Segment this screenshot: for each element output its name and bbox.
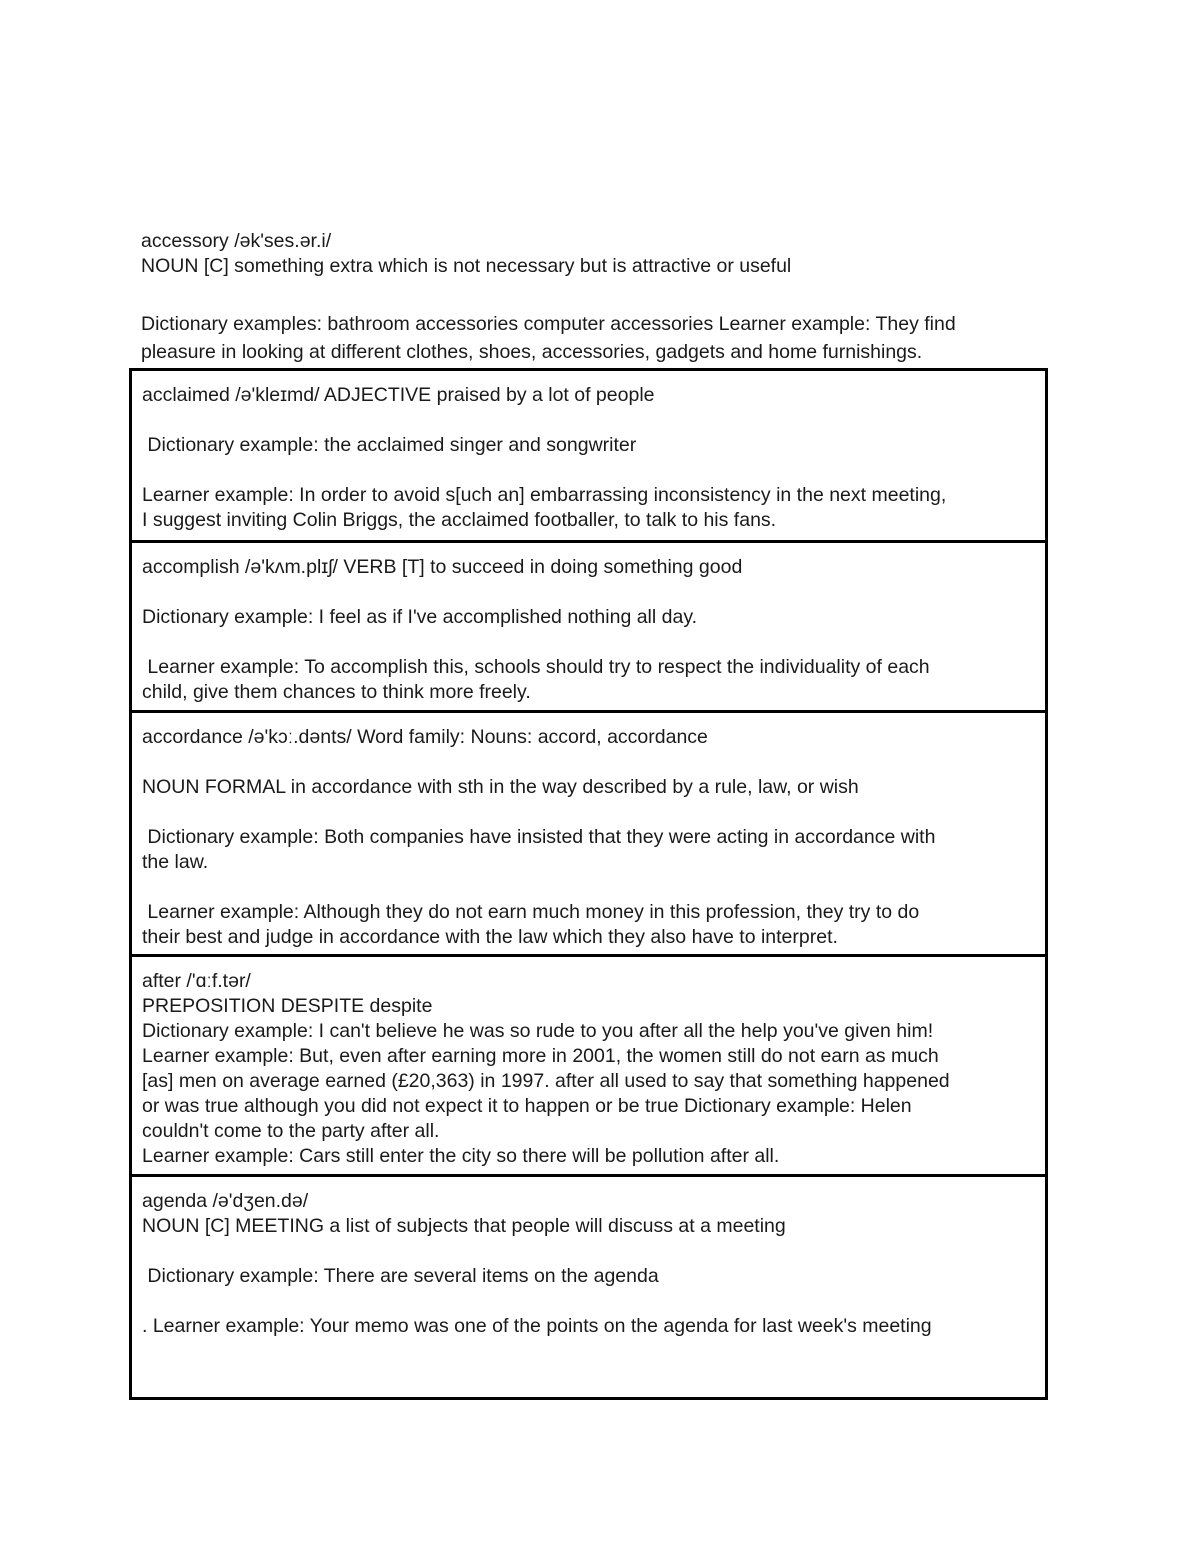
entry-acclaimed [132,371,1045,543]
learner-example: their best and judge in accordance with the law which they also have to interpret. [142,926,838,948]
dictionary-example: Dictionary example: There are several items on the agenda [142,1265,659,1287]
learner-example: child, give them chances to think more freely. [142,681,531,703]
headword: accomplish /ə'kʌm.plɪʃ/ VERB [T] to succeed in doing something good [142,556,743,578]
learner-example: or was true although you did not expect it to happen or be true Dictionary example: Helen [142,1095,912,1117]
headword: after /'ɑːf.tər/ [142,970,251,992]
definition: NOUN FORMAL in accordance with sth in the way described by a rule, law, or wish [142,776,859,798]
dictionary-example: Dictionary example: the acclaimed singer and songwriter [142,434,637,456]
entry-accordance [132,713,1045,957]
headword: acclaimed /ə'kleɪmd/ ADJECTIVE praised by a lot of people [142,384,655,406]
entry-agenda [132,1177,1045,1397]
learner-example: I suggest inviting Colin Briggs, the acclaimed footballer, to talk to his fans. [142,509,777,531]
examples-line: pleasure in looking at different clothes, shoes, accessories, gadgets and home furnishings. [141,341,923,363]
entry-accomplish [132,543,1045,713]
dictionary-example: Dictionary example: Both companies have insisted that they were acting in accordance with [142,826,936,848]
learner-example: Learner example: Although they do not earn much money in this profession, they try to do [142,901,920,923]
entry-after [132,957,1045,1177]
learner-example: . Learner example: Your memo was one of the points on the agenda for last week's meeting [142,1315,932,1337]
definition: NOUN [C] something extra which is not necessary but is attractive or useful [141,255,792,277]
learner-example: [as] men on average earned (£20,363) in 1997. after all used to say that something happened [142,1070,950,1092]
headword: agenda /ə'dʒen.də/ [142,1190,309,1212]
dictionary-example: Dictionary example: I feel as if I've accomplished nothing all day. [142,606,698,628]
dictionary-example: Dictionary example: I can't believe he was so rude to you after all the help you've given him! [142,1020,934,1042]
entry-accessory [141,229,1061,366]
examples-line: Dictionary examples: bathroom accessories computer accessories Learner example: They find [141,313,956,335]
learner-example: couldn't come to the party after all. [142,1120,440,1142]
dictionary-example: the law. [142,851,209,873]
headword: accordance /ə'kɔː.dənts/ Word family: Nouns: accord, accordance [142,726,708,748]
definition: PREPOSITION DESPITE despite [142,995,433,1017]
definition: NOUN [C] MEETING a list of subjects that people will discuss at a meeting [142,1215,786,1237]
learner-example: Learner example: To accomplish this, schools should try to respect the individuality of each [142,656,930,678]
learner-example: Learner example: But, even after earning more in 2001, the women still do not earn as much [142,1045,939,1067]
headword: accessory /ək'ses.ər.i/ [141,230,332,252]
learner-example: Learner example: In order to avoid s[uch an] embarrassing inconsistency in the next meeting, [142,484,947,506]
entries-table [129,368,1048,1400]
learner-example: Learner example: Cars still enter the city so there will be pollution after all. [142,1145,780,1167]
